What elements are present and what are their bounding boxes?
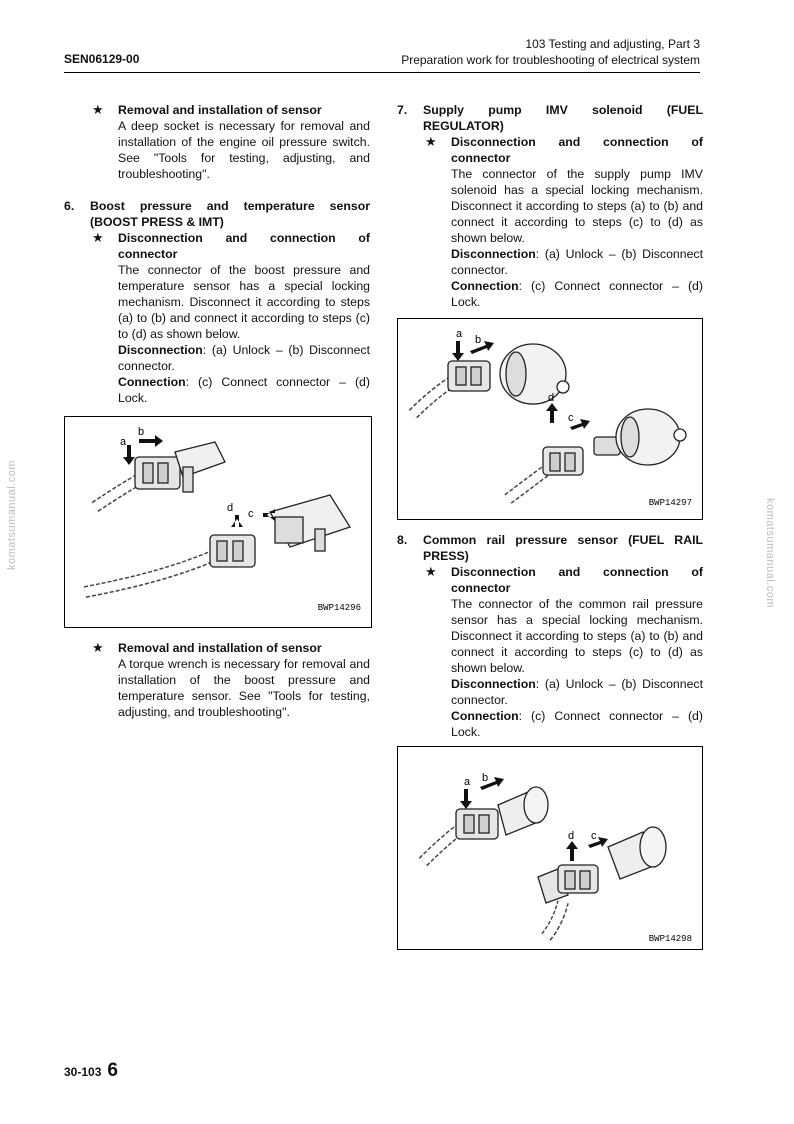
- section-title: Common rail pressure sensor (FUEL RAIL PRESS): [423, 533, 703, 563]
- section-number: 8.: [397, 533, 408, 547]
- section-7-heading: [397, 102, 703, 134]
- item-text: The connector of the boost pressure and temperature sensor has a special locking mechanism. Disconnect it according to steps (a) to (b) and connect it according to steps (c) to (d) as shown below.: [118, 263, 370, 341]
- section-number: 6.: [64, 199, 75, 213]
- label-a: a: [456, 328, 463, 340]
- boost-sensor-illustration: [65, 417, 371, 627]
- item-text: The connector of the supply pump IMV solenoid has a special locking mechanism. Disconnect it according to steps (a) to (b) and connect it according to steps (c) to (d) as shown below.: [451, 167, 703, 245]
- disconnection-step: Disconnection: (a) Unlock – (b) Disconnect connector.: [451, 247, 703, 277]
- item-title: Removal and installation of sensor: [118, 103, 322, 117]
- figure-boost-pressure-sensor: [64, 416, 372, 628]
- connection-step: Connection: (c) Connect connector – (d) Lock.: [451, 279, 703, 309]
- watermark-right: komatsumanual.com: [764, 498, 776, 608]
- removal-item-boost-sensor: [64, 640, 370, 720]
- item-text: A deep socket is necessary for removal and installation of the engine oil pressure switch. See "Tools for testing, adjusting, and troubleshooting".: [118, 119, 370, 181]
- watermark-left: komatsumanual.com: [6, 460, 18, 570]
- star-icon: ★: [92, 230, 104, 245]
- section-title: Supply pump IMV solenoid (FUEL REGULATOR): [423, 103, 703, 133]
- item-title: Disconnection and connection of connector: [451, 565, 703, 595]
- right-column-section-7: [397, 102, 703, 310]
- connection-step: Connection: (c) Connect connector – (d) Lock.: [118, 375, 370, 405]
- figure-code: BWP14297: [648, 498, 692, 508]
- right-column-section-8: [397, 532, 703, 740]
- section-7-connector-item: [425, 134, 703, 310]
- left-column: [64, 102, 370, 406]
- document-code: SEN06129-00: [64, 52, 140, 66]
- disconnection-step: Disconnection: (a) Unlock – (b) Disconnect connector.: [451, 677, 703, 707]
- header-rule: [64, 72, 700, 73]
- header-subtitle: Preparation work for troubleshooting of electrical system: [401, 53, 700, 67]
- page-number-text: 30-103: [64, 1065, 102, 1079]
- label-d: d: [227, 502, 234, 514]
- item-text: A torque wrench is necessary for removal and installation of the boost pressure and temperature sensor. See "Tools for testing, adjusting, and troubleshooting".: [118, 657, 370, 719]
- label-b: b: [475, 334, 482, 346]
- revision-number: 6: [107, 1060, 118, 1081]
- label-d: d: [548, 392, 555, 404]
- header-title: 103 Testing and adjusting, Part 3: [525, 37, 700, 51]
- item-text: The connector of the common rail pressure sensor has a special locking mechanism. Disconnect it according to steps (a) to (b) and connect it according to steps (c) to (d) as shown below.: [451, 597, 703, 675]
- star-icon: ★: [425, 564, 437, 579]
- figure-common-rail-sensor: [397, 746, 703, 950]
- removal-item-oil-switch: [92, 102, 370, 182]
- section-title: Boost pressure and temperature sensor (BOOST PRESS & IMT): [90, 199, 370, 229]
- label-b: b: [138, 426, 145, 438]
- label-a: a: [120, 436, 127, 448]
- section-8-connector-item: [425, 564, 703, 740]
- label-a: a: [464, 776, 471, 788]
- label-b: b: [482, 772, 489, 784]
- label-d: d: [568, 830, 575, 842]
- item-title: Disconnection and connection of connector: [118, 231, 370, 261]
- section-6-connector-item: [92, 230, 370, 406]
- page-number: [64, 1060, 118, 1082]
- figure-imv-solenoid: [397, 318, 703, 520]
- item-title: Removal and installation of sensor: [118, 641, 322, 655]
- star-icon: ★: [92, 640, 104, 655]
- label-c: c: [568, 412, 574, 424]
- imv-solenoid-illustration: [398, 319, 702, 519]
- connection-step: Connection: (c) Connect connector – (d) Lock.: [451, 709, 703, 739]
- figure-code: BWP14298: [648, 934, 692, 944]
- label-c: c: [248, 508, 254, 520]
- common-rail-sensor-illustration: [398, 747, 702, 949]
- section-8-heading: [397, 532, 703, 564]
- star-icon: ★: [425, 134, 437, 149]
- figure-code: BWP14296: [317, 603, 361, 613]
- label-c: c: [591, 830, 597, 842]
- disconnection-step: Disconnection: (a) Unlock – (b) Disconnect connector.: [118, 343, 370, 373]
- section-6-heading: [64, 198, 370, 230]
- item-title: Disconnection and connection of connector: [451, 135, 703, 165]
- star-icon: ★: [92, 102, 104, 117]
- section-number: 7.: [397, 103, 408, 117]
